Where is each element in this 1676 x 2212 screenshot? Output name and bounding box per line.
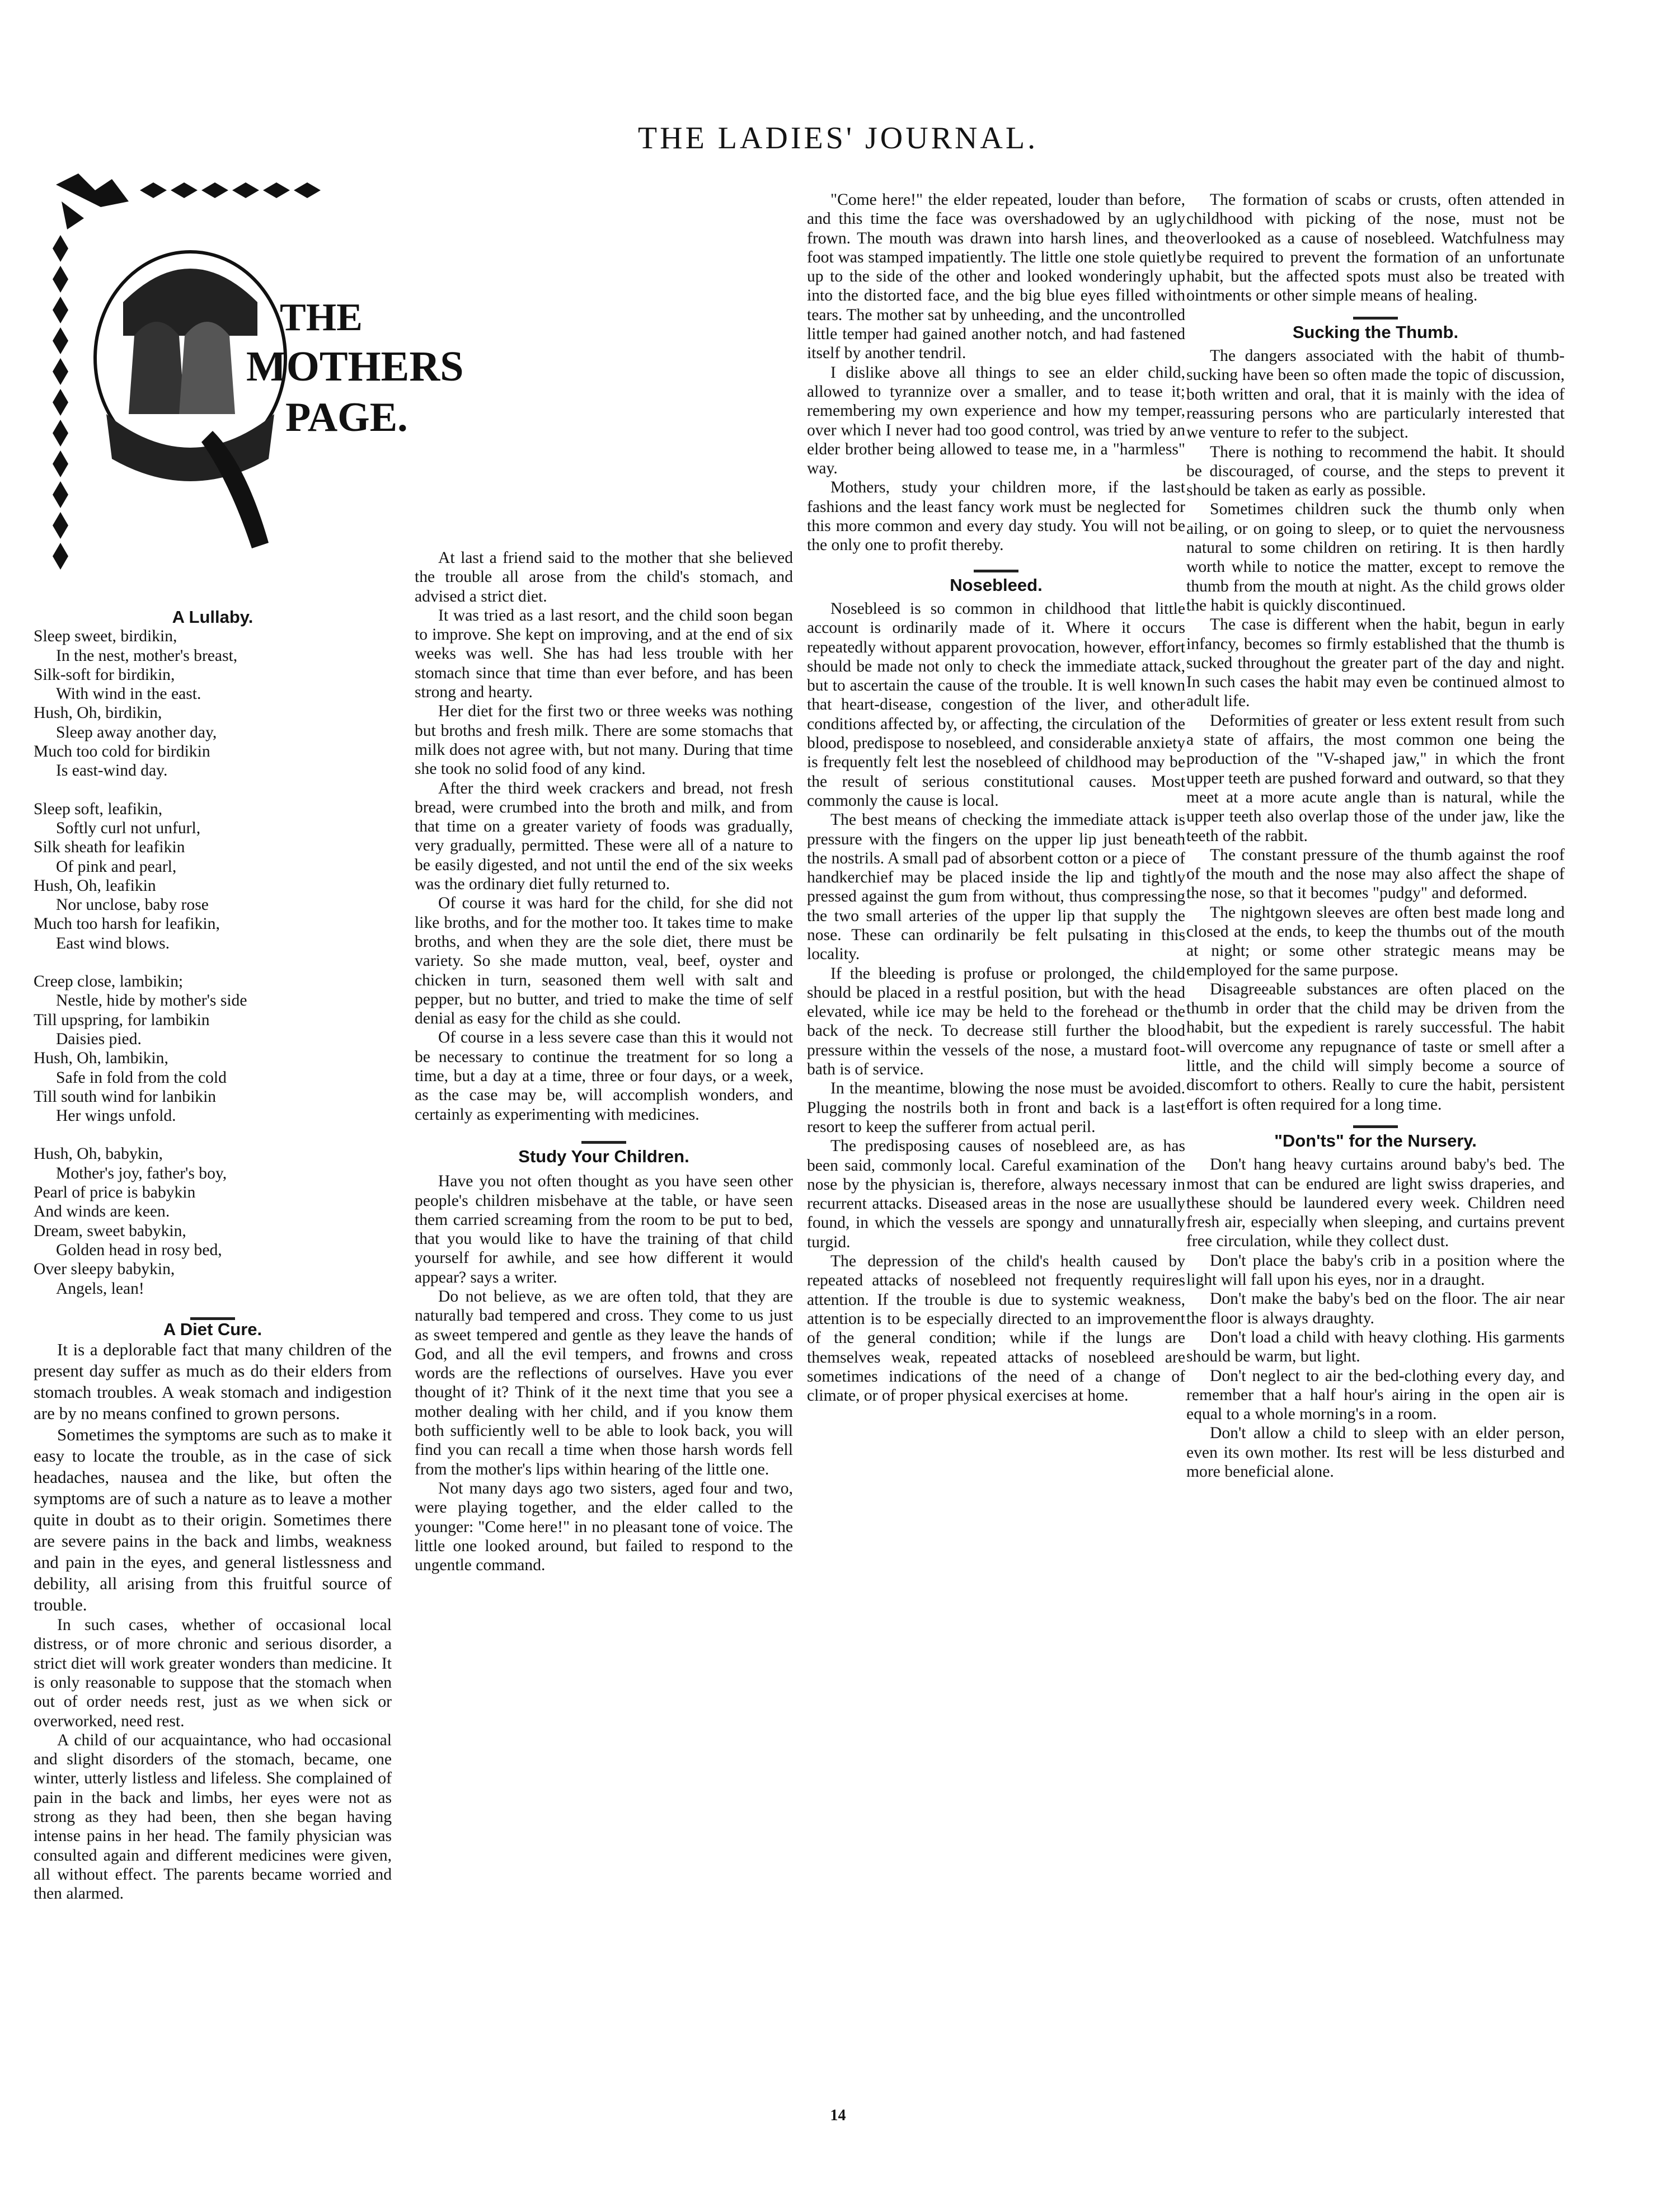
- mothers-page-illustration: [45, 168, 464, 593]
- poem-line: Over sleepy babykin,: [34, 1260, 175, 1279]
- article-paragraph: The nightgown sleeves are often best made long and closed at the ends, to keep the thumbs out of the mouth at night; or some other strategic means may be employed for the same purpose.: [1186, 903, 1565, 979]
- section-divider: [1353, 317, 1398, 320]
- article-paragraph: Mothers, study your children more, if the last fashions and the least fancy work must be neglected for this more common and every day study. You will not be the only one to profit thereby.: [807, 478, 1185, 555]
- lullaby-title: A Lullaby.: [172, 607, 253, 627]
- article-paragraph: In such cases, whether of occasional local distress, or of more chronic and serious disorder, a strict diet will work greater wonders than medicine. It is only reasonable to suppose that the stomach when out of order needs rest, just as we when sick or overworked, need rest.: [34, 1616, 392, 1730]
- banner-word-page: PAGE.: [285, 395, 408, 440]
- poem-line: Sleep soft, leafikin,: [34, 800, 163, 818]
- article-paragraph: Not many days ago two sisters, aged four and two, were playing together, and the elder called to the younger: "Come here!" in no pleasant tone of voice. The little one looked around, but failed to respond to the ungentle command.: [415, 1479, 793, 1575]
- article-paragraph: Don't neglect to air the bed-clothing every day, and remember that a half hour's airing in the open air is equal to a whole morning's in a room.: [1186, 1366, 1565, 1424]
- article-paragraph: If the bleeding is profuse or prolonged, the child should be placed in a restful position, but with the head elevated, while ice may be held to the forehead or the back of the neck. To decrease still further the blood pressure within the vessels of the nose, a mustard foot-bath is of service.: [807, 964, 1185, 1079]
- article-paragraph: The predisposing causes of nosebleed are, as has been said, commonly local. Careful examination of the nose by the physician is, therefore, always necessary in recurrent attacks. Diseased areas in the nose are usually found, in which the vessels are spongy and unnaturally turgid.: [807, 1137, 1185, 1251]
- article-paragraph: Don't hang heavy curtains around baby's bed. The most that can be endured are light swiss draperies, and these should be laundered every week. Children need fresh air, especially when sleeping, and curtains prevent free circulation, while they collect dust.: [1186, 1156, 1565, 1251]
- article-paragraph: The depression of the child's health caused by repeated attacks of nosebleed not frequently requires attention. If the trouble is due to systemic weakness, attention is to be especially directed to an improvement of the general condition; while if the lungs are themselves weak, repeated attacks of nosebleed are sometimes indications of the need of a change of climate, or of proper physical exercises at home.: [807, 1252, 1185, 1405]
- article-paragraph: Of course in a less severe case than this it would not be necessary to continue the treatment for so long a time, but a day at a time, three or four days, or a week, as the case may be, will accomplish wonders, and certainly as experimenting with medicines.: [415, 1028, 793, 1124]
- poem-line: Dream, sweet babykin,: [34, 1222, 186, 1240]
- poem-line: Hush, Oh, birdikin,: [34, 704, 162, 722]
- poem-line: Safe in fold from the cold: [56, 1068, 227, 1087]
- article-paragraph: It was tried as a last resort, and the child soon began to improve. She kept on improving, and at the end of six weeks was well. She has had less trouble with her stomach since that time than ever before, and has been strong and hearty.: [415, 606, 793, 702]
- poem-line: Is east-wind day.: [56, 762, 168, 780]
- poem-line: Daisies pied.: [56, 1030, 142, 1048]
- donts-title: "Don'ts" for the Nursery.: [1274, 1130, 1477, 1150]
- column-2: [415, 548, 793, 1575]
- study-title: Study Your Children.: [518, 1146, 689, 1166]
- article-paragraph: The dangers associated with the habit of thumb-sucking have been so often made the topic of discussion, both written and oral, that it is mainly with the idea of reassuring persons who are particularly interested that we venture to refer to the subject.: [1186, 347, 1565, 442]
- poem-line: Nestle, hide by mother's side: [56, 992, 247, 1010]
- article-paragraph: Her diet for the first two or three weeks was nothing but broths and fresh milk. There are some stomachs that milk does not agree with, but not many. During that time she took no solid food of any kind.: [415, 702, 793, 778]
- section-divider: [1353, 1125, 1398, 1128]
- poem-line: Golden head in rosy bed,: [56, 1241, 222, 1259]
- poem-line: Much too cold for birdikin: [34, 743, 210, 761]
- poem-line: Till south wind for lanbikin: [34, 1087, 217, 1106]
- article-paragraph: Deformities of greater or less extent result from such a state of affairs, the most common one being the production of the "V-shaped jaw," in which the front upper teeth are pushed forward and outward, so that they meet at a more acute angle than is natural, while the upper teeth also overlap those of the under jaw, like the teeth of the rabbit.: [1186, 711, 1565, 845]
- article-paragraph: Sometimes children suck the thumb only when ailing, or on going to sleep, or to quiet the nervousness natural to some children on retiring. It is then hardly worth while to notice the matter, except to remove the thumb from the mouth at night. As the child grows older the habit is quickly discontinued.: [1186, 500, 1565, 614]
- poem-line: Her wings unfold.: [56, 1107, 176, 1125]
- article-paragraph: It is a deplorable fact that many children of the present day suffer as much as do their elders from stomach troubles. A weak stomach and indigestion are by no means confined to grown persons.: [34, 1340, 392, 1424]
- poem-line: And winds are keen.: [34, 1203, 170, 1221]
- article-paragraph: Nosebleed is so common in childhood that little account is ordinarily made of it. Where it occurs repeatedly without apparent provocation, however, effort should be made not only to check the immediate attack, but to ascertain the cause of the trouble. It is well known that heart-disease, congestion of the liver, and other conditions affected by, or affecting, the circulation of the blood, predispose to nosebleed, and considerable anxiety is frequently felt lest the nosebleed of childhood may be the result of serious constitutional causes. Most commonly the cause is local.: [807, 599, 1185, 810]
- article-paragraph: Don't place the baby's crib in a position where the light will fall upon his eyes, nor in a draught.: [1186, 1251, 1565, 1289]
- poem-line: Softly curl not unfurl,: [56, 819, 201, 837]
- article-paragraph: There is nothing to recommend the habit. It should be discouraged, of course, and the steps to prevent it should be taken as early as possible.: [1186, 443, 1565, 500]
- banner-word-mothers: MOTHERS: [246, 343, 464, 390]
- article-paragraph: The formation of scabs or crusts, often attended in childhood with picking of the nose, must not be overlooked as a cause of nosebleed. Watchfulness may be required to prevent the formation of an unfortunate habit, but the affected spots must also be treated with ointments or other simple means of healing.: [1186, 191, 1565, 305]
- article-paragraph: After the third week crackers and bread, not fresh bread, were crumbed into the broth and milk, and from that time on a greater variety of foods was gradually, very gradually, permitted. These were all of a nature to be easily digested, and not until the end of the six weeks was the ordinary diet fully returned to.: [415, 779, 793, 894]
- nosebleed-title: Nosebleed.: [950, 575, 1043, 595]
- article-paragraph: Don't load a child with heavy clothing. His garments should be warm, but light.: [1186, 1328, 1565, 1366]
- article-paragraph: "Come here!" the elder repeated, louder than before, and this time the face was overshadowed by an ugly frown. The mouth was drawn into harsh lines, and the foot was stamped impatiently. The little one stole quietly up to the side of the other and looked wonderingly up into the distorted face, and the big blue eyes filled with tears. The mother sat by unheeding, and the uncontrolled little temper had gained another notch, and had fastened itself by another tendril.: [807, 191, 1185, 363]
- diet-cure-title: A Diet Cure.: [163, 1319, 262, 1339]
- article-paragraph: Don't allow a child to sleep with an elder person, even its own mother. Its rest will be less disturbed and more beneficial alone.: [1186, 1424, 1565, 1481]
- poem-line: In the nest, mother's breast,: [56, 646, 238, 665]
- masthead-title: THE LADIES' JOURNAL.: [637, 121, 1039, 156]
- diet-cure-body: [34, 1339, 392, 1615]
- poem-line: With wind in the east.: [56, 685, 201, 703]
- poem-line: Till upspring, for lambikin: [34, 1011, 210, 1029]
- poem-line: Hush, Oh, lambikin,: [34, 1049, 168, 1068]
- thumb-title: Sucking the Thumb.: [1292, 322, 1459, 342]
- article-paragraph: Don't make the baby's bed on the floor. The air near the floor is always draughty.: [1186, 1290, 1565, 1327]
- poem-line: Sleep sweet, birdikin,: [34, 627, 177, 646]
- poem-stanza: [34, 800, 392, 953]
- fan-ornament-icon: [56, 173, 129, 207]
- article-paragraph: The case is different when the habit, begun in early infancy, becomes so firmly established that the thumb is sucked throughout the greater part of the day and night. In such cases the habit may even be continued almost to adult life.: [1186, 616, 1565, 711]
- article-paragraph: In the meantime, blowing the nose must be avoided. Plugging the nostrils both in front and back is a last resort to keep the sufferer from actual peril.: [807, 1079, 1185, 1136]
- poem-line: Sleep away another day,: [56, 723, 217, 741]
- poem-line: East wind blows.: [56, 934, 170, 952]
- poem-line: Much too harsh for leafikin,: [34, 915, 220, 933]
- poem-line: Nor unclose, baby rose: [56, 896, 209, 914]
- article-paragraph: Do not believe, as we are often told, that they are naturally bad tempered and cross. They come to us just as sweet tempered and gentle as they leave the hands of God, and all the evil tempers, and frowns and cross words are the reflections of ourselves. Have you ever thought of it? Think of it the next time that you see a mother dealing with her child, and if you know them both sufficiently well to be able to look back, you will find you can recall a time when those harsh words fell from the mother's lips within hearing of the little one.: [415, 1287, 793, 1478]
- column-1: [34, 608, 392, 1904]
- poem-line: Hush, Oh, leafikin: [34, 876, 156, 895]
- poem-line: Of pink and pearl,: [56, 857, 177, 876]
- banner-word-the: THE: [280, 296, 363, 339]
- article-paragraph: The constant pressure of the thumb against the roof of the mouth and the nose may also affect the shape of the nose, so that it becomes "pudgy" and deformed.: [1186, 846, 1565, 903]
- article-paragraph: I dislike above all things to see an elder child, allowed to tyrannize over a smaller, and to tease it; remembering my own experience and how my temper, over which I never had too good control, was tried by an elder brother being allowed to tease me, in a "harmless" way.: [807, 363, 1185, 478]
- poem-line: Mother's joy, father's boy,: [56, 1164, 227, 1182]
- poem-line: Creep close, lambikin;: [34, 973, 184, 991]
- article-paragraph: Have you not often thought as you have seen other people's children misbehave at the table, or have seen them carried screaming from the room to be put to bed, that you would like to have the training of that child yourself for awhile, and see how different it would appear? says a writer.: [415, 1172, 793, 1286]
- poem-line: Silk sheath for leafikin: [34, 838, 185, 857]
- article-paragraph: The best means of checking the immediate attack is pressure with the fingers on the upper lip just beneath the nostrils. A small pad of absorbent cotton or a piece of handkerchief may be placed inside the lip and tightly pressed against the gum from without, thus compressing the two small arteries of the upper lip that supply the nose. These can ordinarily be felt pulsating in this locality.: [807, 811, 1185, 964]
- poem-line: Silk-soft for birdikin,: [34, 665, 175, 684]
- article-paragraph: Sometimes the symptoms are such as to make it easy to locate the trouble, as in the case of sick headaches, nausea and the like, but often the symptoms are of such a nature as to leave a mother quite in doubt as to their origin. Sometimes there are severe pains in the back and limbs, weakness and pain in the eyes, and general listlessness and debility, all arising from this fruitful source of trouble.: [34, 1425, 392, 1615]
- article-paragraph: Disagreeable substances are often placed on the thumb in order that the child may be driven from the habit, but the expedient is rarely successful. The habit will overcome any repugnance of taste or smell after a little, and the child will simply become a source of discomfort to others. Really to cure the habit, persistent effort is often required for a long time.: [1186, 980, 1565, 1114]
- section-divider: [974, 570, 1018, 572]
- poem-stanza: [34, 972, 392, 1125]
- lullaby-poem: [34, 627, 392, 1298]
- poem-stanza: [34, 1144, 392, 1298]
- poem-line: Pearl of price is babykin: [34, 1184, 196, 1202]
- article-paragraph: A child of our acquaintance, who had occasional and slight disorders of the stomach, became, one winter, utterly listless and lifeless. She complained of pain in the back and limbs, her eyes were not as strong as they had been, then she began having intense pains in her head. The family physician was consulted again and different medicines were given, all without effect. The parents became worried and then alarmed.: [34, 1731, 392, 1903]
- page-number: 14: [830, 2107, 846, 2124]
- article-paragraph: At last a friend said to the mother that she believed the trouble all arose from the child's stomach, and advised a strict diet.: [415, 549, 793, 605]
- column-3: [807, 190, 1185, 1405]
- vignette-figures-icon: [95, 252, 285, 548]
- poem-line: Hush, Oh, babykin,: [34, 1145, 163, 1163]
- column-4: [1186, 190, 1565, 1481]
- section-divider: [581, 1141, 626, 1144]
- article-paragraph: Of course it was hard for the child, for she did not like broths, and for the mother too. It takes time to make broths, and when they are the sole diet, there must be variety. So she made mutton, veal, beef, oyster and chicken in turn, seasoned them well with salt and pepper, but no butter, and tried to make the time of self denial as easy for the child as she could.: [415, 894, 793, 1028]
- poem-stanza: [34, 627, 392, 780]
- poem-line: Angels, lean!: [56, 1279, 144, 1298]
